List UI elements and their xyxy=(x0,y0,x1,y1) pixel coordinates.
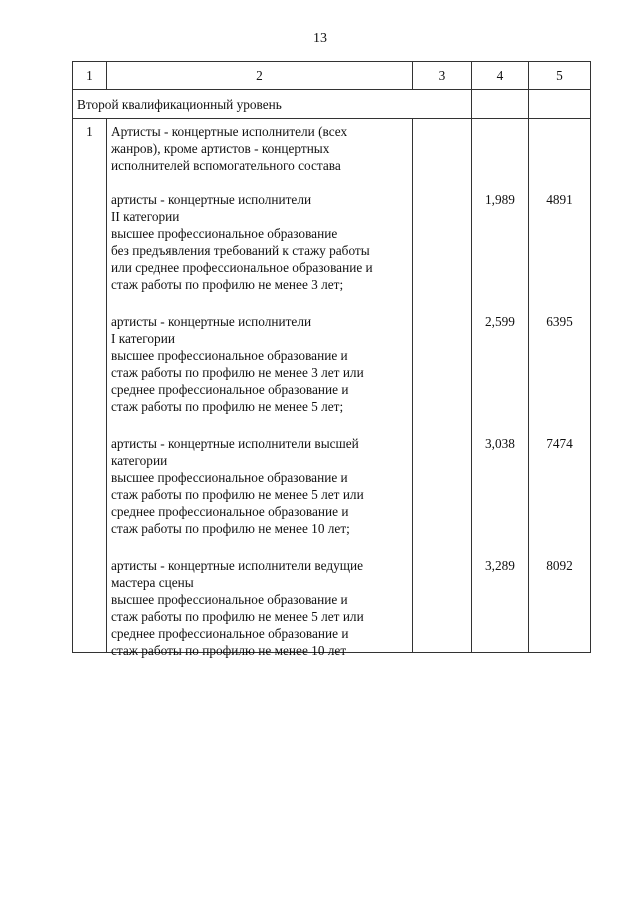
intro-line: Артисты - концертные исполнители (всех xyxy=(111,124,348,139)
category-line: среднее профессиональное образование и xyxy=(111,626,349,641)
category-line: стаж работы по профилю не менее 10 лет; xyxy=(111,521,350,536)
category-line: стаж работы по профилю не менее 5 лет или xyxy=(111,487,364,502)
header-cell-2: 2 xyxy=(107,62,413,90)
salary-value: 7474 xyxy=(546,436,573,451)
coefficient-value: 1,989 xyxy=(485,192,515,207)
category-line: стаж работы по профилю не менее 3 лет или xyxy=(111,365,364,380)
header-cell-1: 1 xyxy=(73,62,107,90)
salary-value: 6395 xyxy=(546,314,573,329)
category-block-ii xyxy=(111,191,408,296)
salary-column xyxy=(529,119,591,653)
category-line: или среднее профессиональное образование и xyxy=(111,260,373,275)
qualification-level-row xyxy=(73,90,591,119)
coefficient-value: 2,599 xyxy=(485,314,515,329)
category-line: категории xyxy=(111,453,168,468)
category-block-leading xyxy=(111,557,408,658)
intro-line: жанров), кроме артистов - концертных xyxy=(111,141,330,156)
table-header-row xyxy=(73,62,591,90)
category-line: стаж работы по профилю не менее 3 лет; xyxy=(111,277,344,292)
level-empty-cell-5 xyxy=(529,90,591,119)
category-block-i xyxy=(111,313,408,418)
category-line: I категории xyxy=(111,331,175,346)
category-line: высшее профессиональное образование xyxy=(111,226,338,241)
category-line: высшее профессиональное образование и xyxy=(111,592,348,607)
qualification-level-title: Второй квалификационный уровень xyxy=(73,90,472,119)
coefficient-value: 3,038 xyxy=(485,436,515,451)
category-line: высшее профессиональное образование и xyxy=(111,470,348,485)
coefficient-value: 3,289 xyxy=(485,558,515,573)
salary-value: 4891 xyxy=(546,192,573,207)
category-line: стаж работы по профилю не менее 5 лет или xyxy=(111,609,364,624)
header-cell-3: 3 xyxy=(413,62,472,90)
category-line: артисты - концертные исполнители высшей xyxy=(111,436,359,451)
category-line: стаж работы по профилю не менее 5 лет; xyxy=(111,399,344,414)
salary-table xyxy=(72,61,591,658)
category-line: артисты - концертные исполнители xyxy=(111,314,312,329)
category-line: среднее профессиональное образование и xyxy=(111,504,349,519)
level-empty-cell-4 xyxy=(472,90,529,119)
row-number: 1 xyxy=(73,119,107,653)
category-line: среднее профессиональное образование и xyxy=(111,382,349,397)
category-line: без предъявления требований к стажу работы xyxy=(111,243,370,258)
page-number: 13 xyxy=(313,31,327,46)
category-line: мастера сцены xyxy=(111,575,194,590)
header-cell-4: 4 xyxy=(472,62,529,90)
row-description xyxy=(107,119,413,658)
category-line: артисты - концертные исполнители ведущие xyxy=(111,558,364,573)
category-block-highest xyxy=(111,435,408,540)
category-line: стаж работы по профилю не менее 10 лет xyxy=(111,643,347,658)
column-3-cell xyxy=(413,119,472,653)
intro-text xyxy=(111,123,408,175)
header-cell-5: 5 xyxy=(529,62,591,90)
intro-line: исполнителей вспомогательного состава xyxy=(111,158,341,173)
category-line: высшее профессиональное образование и xyxy=(111,348,348,363)
salary-value: 8092 xyxy=(546,558,573,573)
category-line: II категории xyxy=(111,209,180,224)
coefficient-column xyxy=(472,119,529,653)
category-line: артисты - концертные исполнители xyxy=(111,192,312,207)
table-row xyxy=(73,119,591,653)
